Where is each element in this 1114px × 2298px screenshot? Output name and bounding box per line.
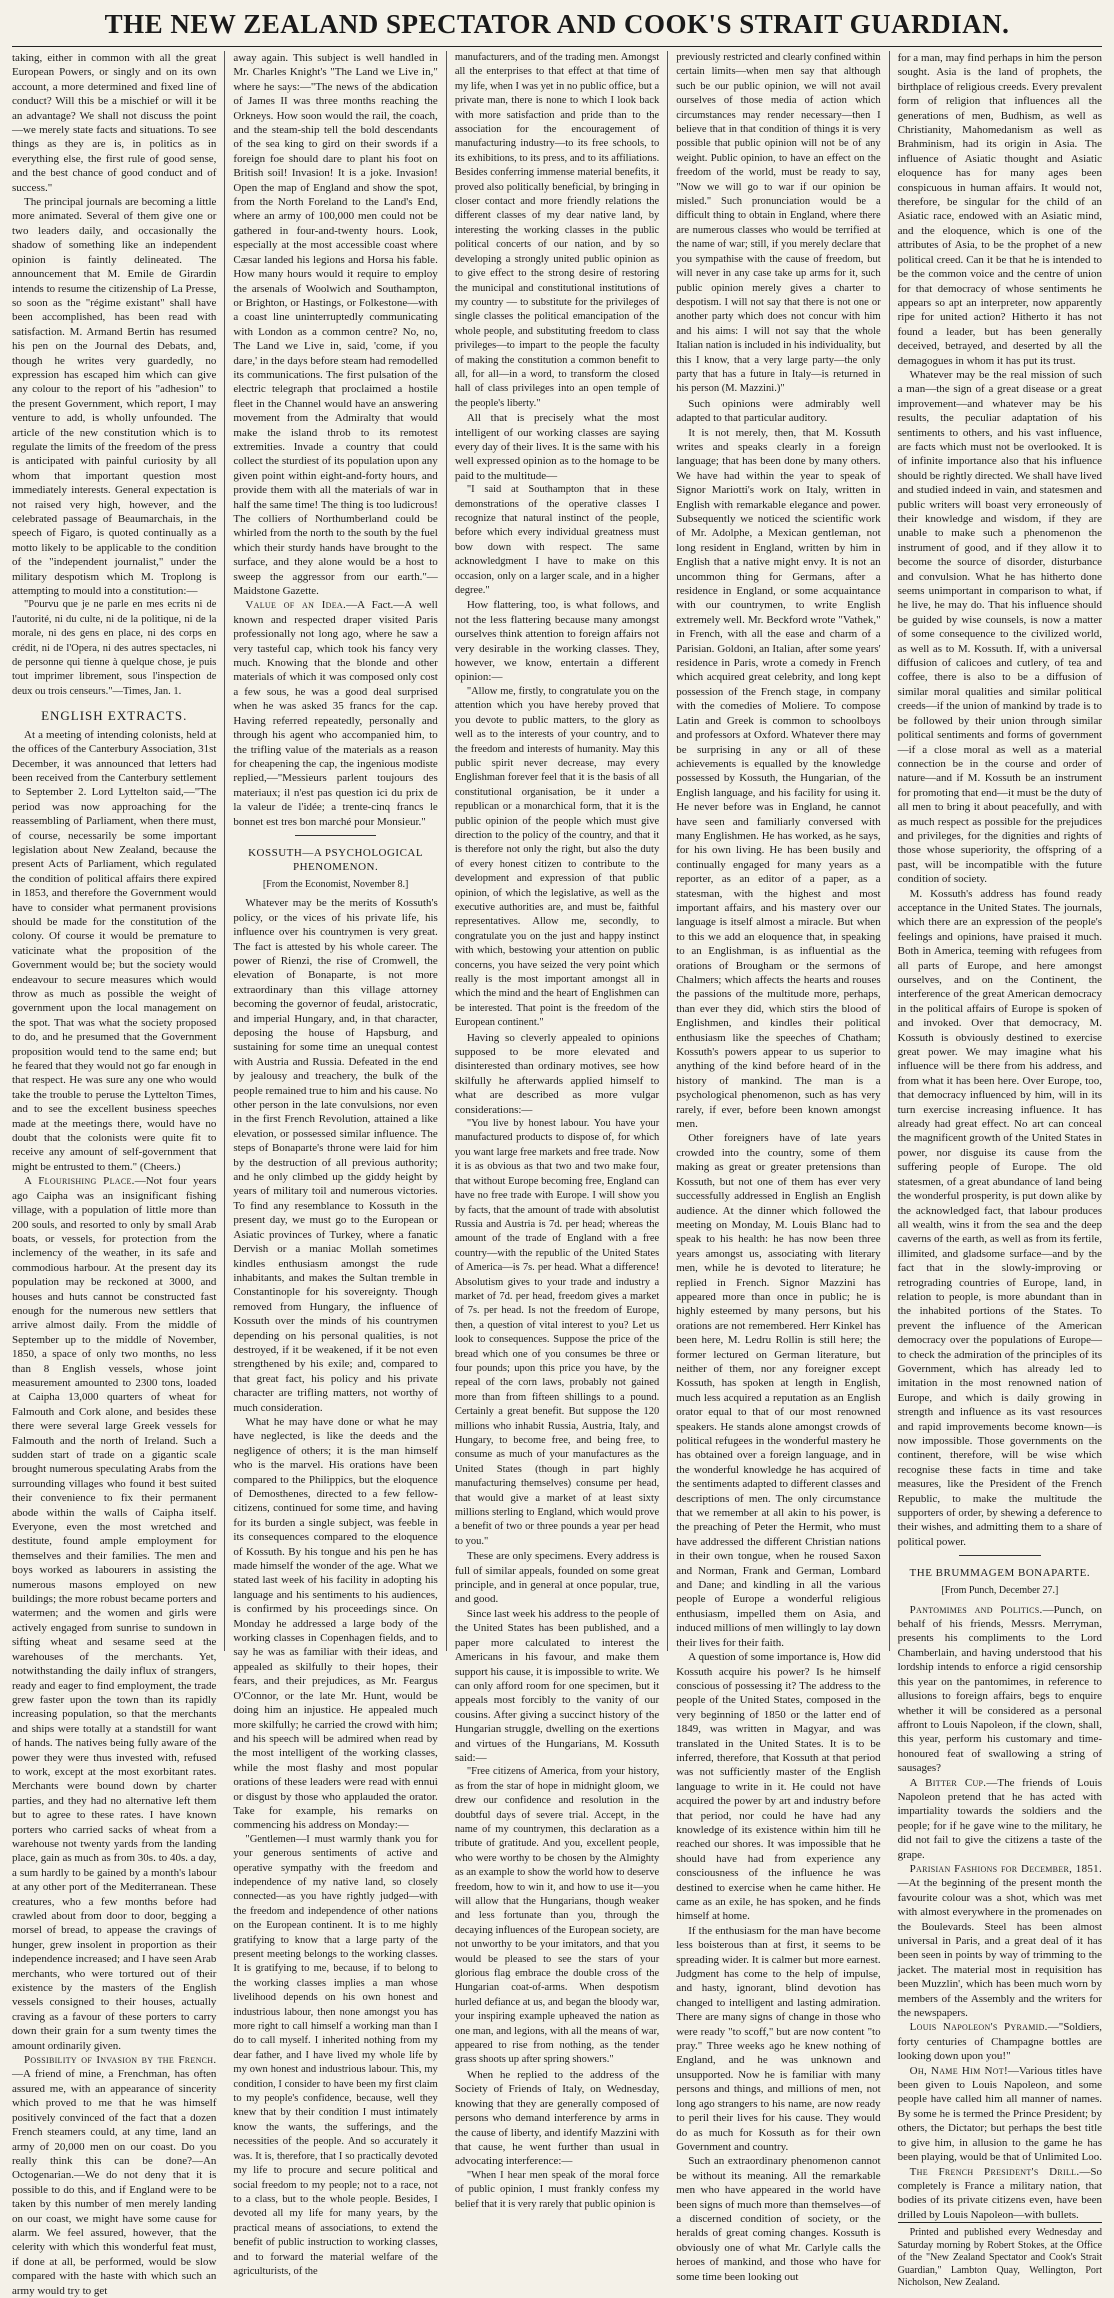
masthead-rule (12, 46, 1102, 47)
paragraph (898, 2064, 1102, 2165)
paragraph-body: —So completely is France a military nation, that bodies of its private citizens even, have been drilled by Louis Napoleon—with bullets. (897, 2165, 1103, 2221)
column-1 (12, 51, 225, 2297)
quoted-paragraph: "Pourvu que je ne parle en mes ecrits ni de l'autorité, ni du culte, ni de la politique, ni de la morale, ni des gens en place, ni des corps en crédit, ni de l'Opera, ni des autres spectacles, ni de personne qui tienne à quelque chose, je puis tout imprimer librement, sous l'inspection de deux ou trois censeurs."—Times, Jan. 1. (12, 599, 217, 697)
paragraph (898, 1603, 1102, 1776)
paragraph-lead: Oh, Name Him Not! (909, 2064, 1008, 2077)
column-5 (890, 51, 1103, 2289)
paragraph-body: —A friend of mine, a Frenchman, has often assured me, with an appearance of sincerity which proved to me that he was himself positively convinced of the fact that a dozen French steamers could, at any time, land an army of 20,000 men on our coast. Do you really think this can be done?—An Octogenarian.—We do not deny that it is possible to do this, and if England were to be taken by this number of men merely landing on our coast, we might have some cause for alarm. We feel assured, however, that the celerity with which this wonderful feat must, if done at all, be performed, would be slow compared with the haste with which such an army would try to get (12, 2068, 217, 2297)
divider (959, 1555, 1041, 1556)
section-heading-brummagem-bonaparte: THE BRUMMAGEM BONAPARTE. (909, 1567, 1091, 1580)
quoted-paragraph: manufacturers, and of the trading men. Amongst all the enterprises to that effect at that time of my life, when I was yet in no public office, but a private man, there is none to which I look back with more satisfaction and pride than to the association for the encouragement of manufacturing industry—to its free schools, to its exhibitions, to its press, and to its affiliations. Besides conferring immense material benefits, it proved also politically beneficial, by bringing in closer contact and more friendly relations the different classes of my dear native land, by interesting the working classes in the public political concerts of our nation, and by so developing a strongly united public opinion as to give effect to the strong desire of restoring the municipal and constitutional institutions of my country — to substitute for the privileges of single classes the political emancipation of the whole people, and substituting freedom to class privileges—to impart to the people the faculty of making the constitution a common benefit to all, for all—in a word, to transform the closed hall of class privileges into an open temple of the people's liberty." (454, 52, 660, 409)
paragraph: Whatever may be the real mission of such a man—the sign of a great disease or a great improvement—and whatever may be his results, the peculiar adaptation of his sentiments to others, and his vast influence, are facts which must not be overlooked. It is of infinite importance also that his influence should be rightly directed. We shall have lived and studied indeed in vain, and statesmen and public writers will boast very erroneously of their knowledge and wisdom, if they are unable to make such a phenomenon the instrument of good, and if they allow it to become the source of disorder, disturbance and convulsion. What he has hitherto done seems unimportant in comparison to what, if he live, he may do. That his influence should be guided by wise counsels, is now a matter of some consequence to the civilized world, as well as to M. Kossuth. If, with a universal diffusion of calicoes and cutlery, of tea and coffee, there is also to be a diffusion of similar moral qualities and similar political creeds—if the union of mankind by trade is to be followed by their union through similar political sentiments and forms of government—if a close moral as well as a material connection be in the course and order of nature—and if M. Kossuth be an instrument for promoting that end—it must be the duty of all men to bring it about peacefully, and with as much respect as possible for the prejudices and privileges, for the dignities and rights of those whose superiority, the offspring of a past, will be incompatible with the future condition of society. (897, 368, 1103, 886)
quoted-paragraph: "When I hear men speak of the moral force of public opinion, I must frankly confess my belief that it is very rarely that public opinion is (454, 2169, 660, 2210)
paragraph: Since last week his address to the people of the United States has been published, and a paper more calculated to interest the Americans in his favour, and make them support his cause, it is impossible to write. We can only afford room for one specimen, but it appeals most forcibly to the vanity of our cousins. After giving a succinct history of the Hungarian struggle, dwelling on the exertions and virtues of the Hungarians, M. Kossuth said:— (454, 1607, 660, 1764)
paragraph (898, 2165, 1102, 2223)
paragraph (233, 598, 437, 829)
paragraph: How flattering, too, is what follows, and not the less flattering because many amongst ourselves think attention to foreign affairs not very desirable in the working classes. They, however, we know, entertain a different opinion:— (454, 599, 660, 684)
section-heading-kossuth: KOSSUTH—A PSYCHOLOGICAL PHENOMENON. (248, 846, 424, 873)
paragraph: Whatever may be the merits of Kossuth's policy, or the vices of his private life, his influence over his countrymen is very great. The fact is attested by his whole career. The power of Rienzi, the rise of Cromwell, the elevation of Bonaparte, is not more extraordinary than this village attorney becoming the governor of feudal, aristocratic, and imperial Hungary, and, in that character, deposing the house of Hapsburg, and sustaining for some time an unequal contest with Austria and Russia. Defeated in the end by jealousy and treachery, the bulk of the people remained true to him and his cause. No other person in the late convulsions, nor even in the first French Revolution, attained a like elevation, or possessed similar influence. The steps of Bonaparte's throne were laid for him by the destruction of all previous authority; and he only climbed up the giddy height by years of military toil and numerous victories. To find any resemblance to Kossuth in the present day, we must go to the European or Asiatic provinces of Turkey, where a fanatic Dervish or a maniac Mollah sometimes kindles enthusiasm amongst the rude inhabitants, and makes the Sultan tremble in Constantinople for his sovereignty. Though removed from Hungary, the influence of Kossuth over the minds of his countrymen depending on his personal qualities, is not destroyed, if it be weakened, if it be not even strengthened by his exile; and, compared to that great fact, his policy and his private character are trifling matters, not worthy of much consideration. (233, 897, 438, 1414)
printer-imprint: Printed and published every Wednesday and Saturday morning by Robert Stokes, at the Office of the "New Zealand Spectator and Cook's Strait Guardian," Lambton Quay, Wellington, Port Nicholson, New Zealand. (898, 2222, 1102, 2290)
paragraph-lead: Value of an Idea. (245, 599, 347, 612)
section-heading-english-extracts: ENGLISH EXTRACTS. (41, 708, 188, 724)
column-4 (668, 51, 889, 2283)
paragraph-body: —"Soldiers, forty centuries of Champagne bottles are looking down upon you!" (897, 2021, 1103, 2063)
article-columns (12, 51, 1103, 2297)
paragraph: away again. This subject is well handled in Mr. Charles Knight's "The Land we Live in," where he says:—"The news of the abdication of James II was three months reaching the Orkneys. How soon would the rail, the coach, and the steam-ship tell the bold descendants of the sea king to gird on their swords if a foreign foe should dare to plant his foot on British soil! Invasion! It is a joke. Invasion! Open the map of England and show the spot, from the North Foreland to the Land's End, where an army of 100,000 men could not be gathered in four-and-twenty hours. Look, especially at the most accessible coast where Cæsar landed his legions and Horsa his fable. How many hours would it require to employ the arsenals of Woolwich and Southampton, or Brighton, or Hastings, or Folkestone—with a coast line uninterruptedly communicating with London as a common centre? No, no, The Land we Live in, said, 'come, if you dare,' in the days before steam had remodelled its communications. The first pulsation of the electric telegraph that proclaimed a hostile fleet in the Channel would have an answering movement from the Admiralty that would make the island throb to its remotest extremities. Invade a country that could collect the sturdiest of its population upon any given point within eight-and-forty hours, and provide them with all the materials of war in half the same time! The thing is too ludicrous! The colliers of Northumberland could be whirled from the north to the south by the fuel which their sturdy hands have brought to the surface, and they alone would be a host to sweep the aggressor from our earth."—Maidstone Gazette. (233, 52, 438, 598)
article-source: [From the Economist, November 8.] (262, 878, 409, 890)
quoted-paragraph: "You live by honest labour. You have your manufactured products to dispose of, for which you want large free markets and free trade. Now it is as obvious as that two and two make four, that without Europe becoming free, England can have no free trade with Europe. I will show you by facts, that the amount of trade with absolutist Russia and Austria is 7d. per head; whereas the amount of the trade of England with a free country—with the republic of the United States of America—is 7s. per head. What a difference! Absolutism gives to your trade and industry a market of 7d. per head, freedom gives a market of 7s. per head. Is not the freedom of Europe, then, a question of vital interest to you? Let us look to consequences. Suppose the price of the bread which one of you consumes be three or four pounds; upon this price you have, by the repeal of the corn laws, probably not gained more than from fifteen shillings to a pound. Certainly a great benefit. But suppose the 120 millions who inhabit Russia, Austria, Italy, and Hungary, to become free, and being free, to consume as much of your manufactures as the United States (though in part highly manufacturing themselves) consume per head, that would give a market of at least sixty millions sterling to England, which would prove a benefit of two or three pounds a year per head to you." (454, 1118, 660, 1547)
paragraph-lead: Possibility of Invasion by the French. (24, 2054, 217, 2067)
paragraph: Other foreigners have of late years crowded into the country, some of them making as great or greater pretensions than Kossuth, but not one of them has ever very successfully addressed in English an English audience. At the dinner which followed the meeting on Monday, M. Louis Blanc had to speak to his health: he has now been three years amongst us, associating with literary men, while he is devoted to literature; he replied in French. Signor Mazzini has appeared more than once in public; he is highly esteemed by many persons, but his orations are not remembered. Herr Kinkel has been here, M. Ledru Rollin is still here; the former lectured on German literature, but neither of them, nor any foreigner except Kossuth, has spoken at length in English, much less acquired a reputation as an English orator equal to that of our most renowned speakers. He stands alone amongst crowds of political refugees in the wonderful mastery he has obtained over a foreign language, and in the wonderful knowledge he has acquired of the sentiments adapted to different classes and descriptions of men. The only circumstance that we remember at all akin to his power, is the preaching of Peter the Hermit, who must have addressed the different Christian nations in their own tongue, when he roused Saxon and Norman, Frank and German, Lombard and Dane; and kindling in all the various people of Europe a wonderful religious enthusiasm, impelled them on Asia, and induced millions of men willingly to lay down their lives for their faith. (676, 1132, 881, 1649)
column-2 (225, 51, 446, 2277)
paragraph: for a man, may find perhaps in him the person sought. Asia is the land of prophets, the birthplace of religious creeds. Every prevalent form of religion that influences all the generations of men, Budhism, as well as Christianity, Mahomedanism as well as Brahminism, had its origin in Asia. The influence of Asiatic thought and Asiatic eloquence has for many ages been conspicuous in human affairs. It would not, therefore, be singular for the child of an Asiatic race, endowed with an Asiatic mind, and the eloquence, which is one of the attributes of Asia, to be the prophet of a new political creed. Can it be that he is intended to be the common voice and the centre of union for that democracy of whose sentiments he appears so apt an interpreter, now apparently ripe for united action? Hitherto it has not found a leader, but has been generally deceived, betrayed, and deserted by all the demagogues in whom it has put its trust. (897, 52, 1103, 367)
paragraph: If the enthusiasm for the man have become less boisterous than at first, it seems to be spreading wider. It is calmer but more earnest. Judgment has come to the help of impulse, and hasty, ignorant, blind devotion has changed to intelligent and lasting admiration. There are many signs of change in those who were ready "to scoff," but are now content "to pray." Three weeks ago he knew nothing of England, and he was unknown and unsupported. Now he is familiar with many persons and things, and millions of men, not long ago strangers to his name, are now ready to peril their lives for his cause. They would do as much for Kossuth as for their own Government and country. (676, 1924, 881, 2153)
paragraph: All that is precisely what the most intelligent of our working classes are saying every day of their lives. It is the same with his well expressed opinion as to the homage to be paid to the multitude— (454, 412, 660, 482)
paragraph-lead: A Flourishing Place. (24, 1175, 135, 1188)
paragraph (898, 1776, 1102, 1862)
quoted-paragraph: previously restricted and clearly confined within certain limits—when men say that although such be our public opinion, we will not avail ourselves of those media of action which circumstances may render necessary—then I believe that in that condition of things it is very possible that public opinion will not be of any weight. Public opinion, to have an effect on the freedom of the world, must be ready to say, "Now we will go to war if our opinion be misled." Such pronunciation would be a difficult thing to obtain in England, where there are numerous classes who would be terrified at the name of war; still, if you merely declare that you sympathise with the cause of freedom, but will never in any case take up arms for it, such public opinion merely gives a charter to despotism. I will not say that there is not one or another party which does not concur with him and his aims: I will not say that the whole Italian nation is included in his individuality, but this I know, that a very large party—the only party that has a future in Italy—is returned in his person (M. Mazzini.)" (676, 52, 881, 395)
paragraph-body: —At the beginning of the present month the favourite colour was a shot, which was met with almost everywhere in the promenades on the Boulevards. Steel has been almost universal in Paris, and a great deal of it has been seen in points by way of trimming to the jacket. The material most in requisition has been Muzzlin', which has been much worn by members of the Assembly and the writers for the newspapers. (897, 1877, 1103, 2020)
paragraph-body: —Various titles have been given to Louis Napoleon, and some people have called him all manner of names. By some he is termed the Prince President; by others, the Dictator; but perhaps the best title to give him, in allusion to the game he has been playing, would be that of Unlimited Loo. (897, 2064, 1103, 2164)
paragraph: These are only specimens. Every address is full of similar appeals, founded on some great principle, and in general at once popular, true, and good. (454, 1550, 660, 1606)
paragraph: Such an extraordinary phenomenon cannot be without its meaning. All the remarkable men who have appeared in the world have been signs of much more than themselves—of a discerned condition of society, or the heralds of great coming changes. Kossuth is obviously one of what Mr. Carlyle calls the heroes of mankind, and those who have for some time been looking out (676, 2155, 881, 2283)
masthead-title: THE NEW ZEALAND SPECTATOR AND COOK'S STRAIT GUARDIAN. (104, 9, 1010, 39)
divider (295, 835, 377, 836)
paragraph-lead: Parisian Fashions for December, 1851. (909, 1862, 1103, 1875)
paragraph: When he replied to the address of the Society of Friends of Italy, on Wednesday, knowing that they are generally composed of persons who demand interference by arms in the cause of liberty, and identify Mazzini with that cause, he went further than usual in advocating interference:— (454, 2068, 660, 2168)
paragraph: The principal journals are becoming a little more animated. Several of them give one or two leaders daily, and occasionally the shadow of something like an independent opinion is faintly delineated. The announcement that M. Emile de Girardin intends to resume the citizenship of La Presse, so soon as the "régime existant" shall have been accomplished, has been read with satisfaction. M. Armand Bertin has resumed his pen on the Journal des Debats, and, though he writes very guardedly, no expression has escaped him which can give any colour to the report of his "adhesion" to the present Government, which report, I may venture to add, is wholly unfounded. The article of the new constitution which is to regulate the limits of the freedom of the press is anticipated with painful curiosity by all whom that important question most immediately interests. General expectation is not raised very high, however, and the celebrated passage of Beaumarchais, in the speech of Figaro, is quoted continually as a motto likely to be applicable to the condition of the "independent journalist," under the military despotism which M. Troplong is attempting to mould into a constitution:— (12, 196, 217, 598)
quoted-paragraph: "Gentlemen—I must warmly thank you for your generous sentiments of active and operative sympathy with the freedom and independence of my native land, so closely connected—as you have rightly judged—with the freedom and independence of other nations on the European continent. It is to me highly gratifying to know that a large party of the present meeting belongs to the working classes. It is gratifying to me, because, if to belong to the working classes implies a man whose livelihood depends on his own honest and industrious labour, then none amongst you has more right to call himself a working man than I do to call myself. I inherited nothing from my dear father, and I have lived my whole life by my own honest and industrious labour. This, my condition, I consider to have been my first claim to my people's confidence, because, well they knew that by their condition I must intimately know the wants, the sufferings, and the necessities of the people. And so accurately it was. It is, therefore, that I so practically devoted my life to procure and secure political and social freedom to my people; not to a race, not to a class, but to the whole people. Besides, I devoted all my life for many years, by the practical means of associations, to extend the benefit of public instruction to working classes, and to forward the material welfare of the agriculturists, of the (233, 1833, 438, 2277)
paragraph-lead: Louis Napoleon's Pyramid. (909, 2021, 1048, 2034)
paragraph: M. Kossuth's address has found ready acceptance in the United States. The journals, which there are an expression of the people's feelings and opinions, have praised it much. Both in America, teeming with refugees from all parts of Europe, and here amongst ourselves, and on the Continent, the interference of the great American democracy in the political affairs of Europe is spoken of and invoked. Over that democracy, M. Kossuth is obviously destined to exercise great power. We may imagine what his influence will be there from his address, and from what it has been here. Over Europe, too, that democracy influenced by him, will in its turn exercise increasing influence. It has already had great effect. No art can conceal the magnificent growth of the United States in power, nor disguise its cause from the suffering people of Europe. The old statesmen, of a great abundance of land being the wonderful prosperity, is put down alike by the acknowledged fact, that labour produces all wealth, wins it from the sea and the deep caverns of the earth, as well as from its fertile, illimited, and gladsome surface—and by the fact that in the slowly-improving or retrograding countries of Europe, land, in relation to people, is more abundant than in the inhabited portions of the States. To prevent the influence of the American democracy over the populations of Europe—to check the admiration of the principles of its Government, which has already led to imitation in the most renowned nation of Europe, and which is daily growing in strength and influence as its vast resources and rapid improvements become known—is now impossible. Those governments on the continent, therefore, will be wise which recognise these facts in time and take measures, like the President of the French Republic, to make the multitude the supporters of order, by shewing a deference to their wishes, and admitting them to a share of political power. (897, 887, 1103, 1548)
paragraph (12, 1174, 216, 2053)
paragraph: Having so cleverly appealed to opinions supposed to be more elevated and disinterested than ordinary motives, see how skilfully he afterwards applied himself to what are described as more vulgar considerations:— (454, 1031, 660, 1116)
paragraph: taking, either in common with all the great European Powers, or singly and on its own account, a more determined and fixed line of conduct? Will this be a mischief or will it be an advantage? We shall not discuss the point—we merely state facts and situations. To see things as they are is, in politics as in everything else, the first rule of good sense, and the best chance of good conduct and of success." (12, 52, 217, 194)
paragraph: What he may have done or what he may have neglected, is like the deeds and the negligence of others; it is the man himself who is the marvel. His orations have been compared to the Philippics, but the eloquence of Demosthenes, directed to a few fellow-citizens, continued for some time, and having for its burden a single subject, was feeble in its consequences compared to the eloquence of Kossuth. By his tongue and his pen he has made himself the wonder of the age. What we stated last week of his facility in adopting his language and his sentiments to his audiences, is confirmed by his proceedings since. On Monday he addressed a large body of the working classes in Copenhagen fields, and to say he was as familiar with their ideas, and appealed as skilfully to their hopes, their fears, and their prejudices, as Mr. Feargus O'Connor, or the late Mr. Hunt, would be doing him an injustice. He appealed much more skilfully; he carried the crowd with him; and his speech will be admired when read by the most intelligent of the working classes, while the most flashy and most popular orations of these leaders were read with ennui or disgust by those who applauded the orator. Take for example, his remarks on commencing his address on Monday:— (233, 1415, 438, 1832)
paragraph: It is not merely, then, that M. Kossuth writes and speaks clearly in a foreign language; that has been done by many others. We have had within the year to speak of Signor Mariotti's work on Italy, written in English with remarkable elegance and power. Subsequently we noticed the scientific work of Mr. Adolphe, a Mexican gentleman, not long resident in England, written by him in English that a native might envy. It is not an uncommon thing for Germans, after a residence in England, or some acquaintance with our countrymen, to write English extremely well. Mr. Beckford wrote "Vathek," in French, with all the ease and charm of a Parisian. Goldoni, an Italian, after some years' residence in Paris, wrote a comedy in French which acquired great celebrity, and long kept possession of the French stage, in company with the comedies of Moliere. To compose Latin and Greek is common to schoolboys and professors at Oxford. Whatever there may be surprising in any or all of these achievements is equalled by the knowledge possessed by Kossuth, the Hungarian, of the English language, and his facility for using it. He never before was in England, he cannot have seen and familiarly conversed with many Englishmen. He has worked, as he says, for his own living. He has been busily and continually engaged for many years as a reporter, as an editor of a paper, as a statesman, with the highest and most important affairs, and his mastery over our language is itself almost a miracle. But when to this we add an eloquence that, in speaking to an Englishman, is as influential as the orations of Brougham or the sermons of Chalmers; which affects the hearts and rouses the passions of the multitude more, perhaps, than ever they did, which stirs the blood of Englishmen, and kindles their political enthusiasm like the speeches of Chatham; Kossuth's powers appear to us superior to anything of the kind before heard of in the history of mankind. The man is a psychological phenomenon, such as has very rarely, if ever, before been known amongst men. (676, 426, 881, 1131)
paragraph-body: —The friends of Louis Napoleon pretend that he has acted with impartiality towards the soldiers and the people; for if he gave wine to the military, he did not fail to give the citizens a taste of the grape. (897, 1776, 1103, 1861)
quoted-paragraph: "Allow me, firstly, to congratulate you on the attention which you have hereby proved that you devote to public matters, to the glory as well as to the interests of your country, and to the freedom and interests of humanity. May this public spirit never decrease, may every Englishman forever feel that it is the basis of all constitutional organisation, be it under a republican or a monarchical form, that it is the public opinion of the people which must give direction to the policy of the country, and that it is therefore not only the right, but also the duty of every honest citizen to contribute to the development and expression of that public opinion, of which the legislative, as well as the executive authorities are, and must be, faithful representatives. Allow me, secondly, to congratulate you on the just and happy instinct with which, bestowing your attention on public concerns, you have seized the very point which really is the most important amongst all in which the mind and the heart of Englishmen can be interested. That point is the freedom of the European continent." (454, 685, 660, 1029)
paragraph: Such opinions were admirably well adapted to that particular auditory. (676, 397, 881, 425)
paragraph-lead: A Bitter Cup. (909, 1776, 987, 1789)
paragraph (898, 1862, 1102, 2020)
quoted-paragraph: "Free citizens of America, from your history, as from the star of hope in midnight gloom, we drew our confidence and resolution in the doubtful days of severe trial. Accept, in the name of my countrymen, this declaration as a tribute of gratitude. And you, excellent people, who were worthy to be chosen by the Almighty as an example to show the world how to deserve freedom, how to win it, and how to use it—you will allow that the Hungarians, though weaker and less fortunate than you, through the decaying influences of the European society, are not unworthy to be your imitators, and that you would be pleased to see the stars of your glorious flag embrace the double cross of the Hungarian coat-of-arms. When despotism hurled defiance at us, and began the bloody war, your inspiring example upheaved the nation as one man, and legions, with all the means of war, appeared to rise from nothing, as the tender grass shoots up after spring showers." (454, 1766, 660, 2066)
paragraph: A question of some importance is, How did Kossuth acquire his power? Is he himself conscious of possessing it? The address to the people of the United States, composed in the very beginning of 1850 or the latter end of 1849, was written in Magyar, and was translated in the United States. It is to be inferred, therefore, that Kossuth at that period was not sufficiently master of the English language to write in it. He could not have acquired the power by art and industry before that period, nor could he have had any knowledge of its existence within him till he reached our shores. It was impossible that he should have had from experience any consciousness of the influence he was destined to exercise when he came hither. He came as an exile, he has spoken, and he finds himself at home. (676, 1651, 881, 1923)
paragraph: At a meeting of intending colonists, held at the offices of the Canterbury Association, 31st December, it was announced that letters had been received from the Canterbury settlement to September 2. Lord Lyttelton said,—"The period was now approaching for the reassembling of Parliament, when there must, of course, necessarily be some important legislation about New Zealand, because the present Acts of Parliament, which regulated the condition of political affairs there expired in 1853, and therefore the Government would have to consider what permanent provisions should be made for the constitution of the colony. Of course it would be premature to vaticinate what the proposition of the Government would be; but the society would endeavour to secure measures which would throw as much as possible the weight of government upon the local management on the spot. That was what the society proposed to do, and he presumed that the Government proposition would tend to the same end; but he feared that they would not go far enough in that respect. He was sure any one who would take the trouble to peruse the Lyttelton Times, and to see the excellent business speeches made at the meetings there, would have no doubt that the colonists were quite fit to receive any amount of self-government that might be entrusted to them." (Cheers.) (12, 728, 217, 1173)
quoted-paragraph: "I said at Southampton that in these demonstrations of the operative classes I recognize that natural instinct of the people, before which every individual greatness must bow down with respect. The same acknowledgment I have to make on this occasion, only on a larger scale, and in a higher degree." (454, 484, 660, 597)
paragraph-body: —Not four years ago Caipha was an insignificant fishing village, with a population of little more than 200 souls, and resorted to only by small Arab boats, or vessels, for protection from the inclemency of the weather, in its safe and commodious harbour. At the present day its population may be reckoned at 3000, and houses and huts cannot be constructed fast enough for the numerous new settlers that arrive almost daily. From the middle of September up to the middle of November, 1850, a space of only two months, no less than 8 English vessels, whose joint measurement amounted to 2300 tons, loaded at Caipha 13,000 quarters of wheat for Falmouth and Cork alone, and besides these there were several large Greek vessels for Falmouth and the north of Ireland. Such a sudden start of trade on a gigantic scale brought numerous speculating Arabs from the surrounding villages who found it best suited their convenience to fix their permanent abode within the walls of Caipha itself. Everyone, even the most wretched and destitute, found ample employment for themselves and their families. The men and boys worked as labourers in assisting the numerous masons employed on new buildings; the more robust became porters and watermen; and the women and girls were actively engaged from sunrise to sundown in sifting wheat and sesame seed at the warehouses of the merchants. Yet, notwithstanding the daily influx of strangers, ready and eager to find employment, the trade grew faster upon the town than its rapidly increasing population, so that the merchants and ships were totally at a standstill for want of hands. The natives being fully aware of the power they were thus invested with, refused to work, except at the most exorbitant rates. Merchants were bound down by charter parties, and they had no alternative left them but to agree to these rates. I have known porters who carried sacks of wheat from a warehouse not twenty yards from the landing place, gain as much as from 30s. to 40s. a day, a sum hardly to be gained by a month's labour at any other port of the Mediterranean. These creatures, who a few months before had crawled about from door to door, begging a morsel of bread, to appease the cravings of hunger, grew insolent in proportion as their independence increased; and I have seen Arab merchants, who were tortured out of their existence by the masters of the English vessels consigned to their houses, actually craving as a favour of these porters to carry down their grain for a sum twenty times the amount ordinarily given. (12, 1175, 217, 2052)
paragraph-body: —A Fact.—A well known and respected draper visited Paris professionally not long ago, where he saw a very tasteful cap, which took his fancy very much. Knowing that the blonde and other materials of which it was composed only cost a few sous, he was a good deal surprised when he was asked 35 francs for the cap. Having referred repeatedly, personally and through his agent who accompanied him, to the trifling value of the materials as a reason for cheapening the cap, the ingenious modiste replied,—"Messieurs parlent toujours des materiaux; il n'est pas question ici du prix de la valeur de l'idée; a trente-cinq francs le bonnet est tres bon marché pour Monsieur." (233, 599, 438, 828)
paragraph-body: —Punch, on behalf of his friends, Messrs. Merryman, presents his compliments to the Lord Chamberlain, and having understood that his lordship intends to enforce a rigid censorship this year on the pantomimes, in reference to allusions to foreign affairs, begs to enquire whether it will be considered as a personal affront to Louis Napoleon, if the clown, shall, this year, perform his customary and time-honoured feat of swallowing a string of sausages? (897, 1603, 1103, 1775)
paragraph (12, 2053, 216, 2298)
article-source: [From Punch, December 27.] (941, 1585, 1059, 1597)
column-3 (447, 51, 668, 2210)
paragraph (898, 2020, 1102, 2063)
paragraph-lead: Pantomimes and Politics. (909, 1603, 1043, 1616)
paragraph-lead: The French President's Drill. (909, 2165, 1080, 2178)
